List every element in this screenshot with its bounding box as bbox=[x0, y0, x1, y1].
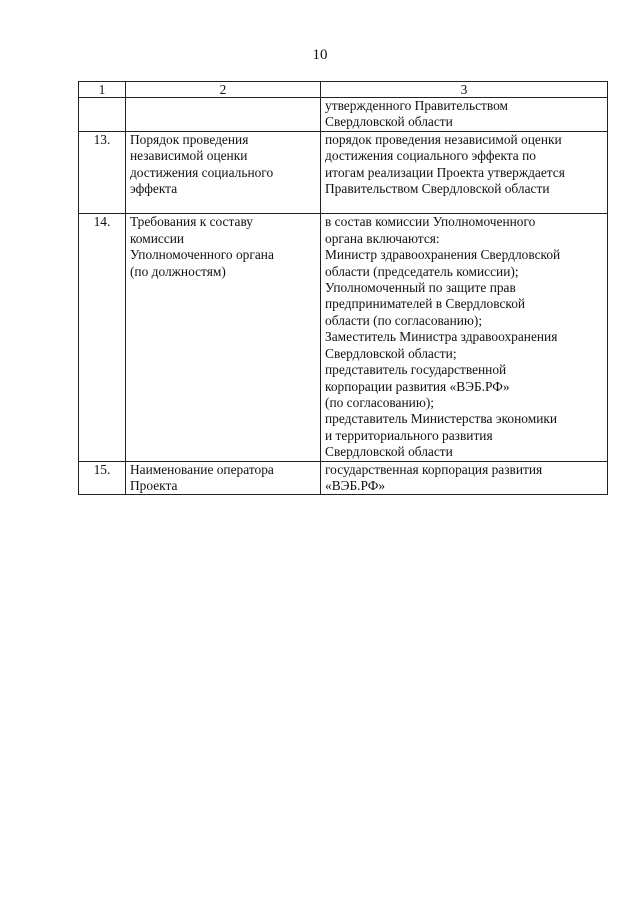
header-col-2: 2 bbox=[125, 82, 320, 98]
row-number-cell: 15. bbox=[79, 461, 126, 495]
value-line: органа включаются: bbox=[325, 230, 440, 246]
value-line: Свердловской области; bbox=[325, 345, 457, 361]
header-col-3: 3 bbox=[321, 82, 608, 98]
table-header-row bbox=[79, 82, 608, 98]
document-table bbox=[78, 81, 608, 495]
value-line: государственная корпорация развития bbox=[325, 461, 543, 477]
row-value-cell bbox=[321, 131, 608, 214]
cell-spacer bbox=[325, 197, 603, 213]
name-line: Требования к составу bbox=[129, 214, 254, 230]
value-line: представитель Министерства экономики bbox=[325, 411, 558, 427]
value-line: «ВЭБ.РФ» bbox=[325, 477, 386, 493]
row-name-cell bbox=[125, 214, 320, 461]
name-line: достижения социального bbox=[129, 164, 274, 180]
row-name-cell bbox=[125, 461, 320, 495]
value-line: Свердловской области bbox=[325, 444, 453, 460]
value-line: области (по согласованию); bbox=[325, 312, 483, 328]
name-line: (по должностям) bbox=[129, 263, 226, 279]
name-line: эффекта bbox=[129, 181, 178, 197]
value-line: представитель государственной bbox=[325, 362, 507, 378]
value-line: в состав комиссии Уполномоченного bbox=[325, 214, 536, 230]
row-number-cell: 14. bbox=[79, 214, 126, 461]
name-line: Проекта bbox=[129, 477, 178, 493]
value-line: предпринимателей в Свердловской bbox=[325, 296, 526, 312]
header-col-1: 1 bbox=[79, 82, 126, 98]
name-line: Наименование оператора bbox=[129, 461, 274, 477]
value-line: утвержденного Правительством bbox=[325, 98, 509, 113]
value-line: и территориального развития bbox=[325, 427, 493, 443]
name-line: Уполномоченного органа bbox=[129, 247, 274, 263]
value-line: области (председатель комиссии); bbox=[325, 263, 519, 279]
row-value-cell bbox=[321, 214, 608, 461]
table-row-continuation bbox=[79, 98, 608, 132]
name-line: независимой оценки bbox=[129, 148, 248, 164]
value-line: итогам реализации Проекта утверждается bbox=[325, 164, 565, 180]
table-row-13 bbox=[79, 131, 608, 214]
page-number: 10 bbox=[312, 47, 328, 63]
name-line: Порядок проведения bbox=[129, 131, 249, 147]
row-name-cell bbox=[125, 98, 320, 132]
value-line: Правительством Свердловской области bbox=[325, 181, 550, 197]
table-row-15 bbox=[79, 461, 608, 495]
row-value-cell bbox=[321, 461, 608, 495]
value-line: Свердловской области bbox=[325, 114, 453, 130]
value-line: (по согласованию); bbox=[325, 394, 435, 410]
value-line: корпорации развития «ВЭБ.РФ» bbox=[325, 378, 510, 394]
value-line: Заместитель Министра здравоохранения bbox=[325, 329, 558, 345]
value-line: Уполномоченный по защите прав bbox=[325, 280, 516, 296]
row-number-cell bbox=[79, 98, 126, 132]
name-line: комиссии bbox=[129, 230, 185, 246]
value-line: достижения социального эффекта по bbox=[325, 148, 536, 164]
table-row-14 bbox=[79, 214, 608, 461]
value-line: порядок проведения независимой оценки bbox=[325, 131, 562, 147]
value-line: Министр здравоохранения Свердловской bbox=[325, 247, 561, 263]
row-value-cell bbox=[321, 98, 608, 132]
row-number-cell: 13. bbox=[79, 131, 126, 214]
row-name-cell bbox=[125, 131, 320, 214]
